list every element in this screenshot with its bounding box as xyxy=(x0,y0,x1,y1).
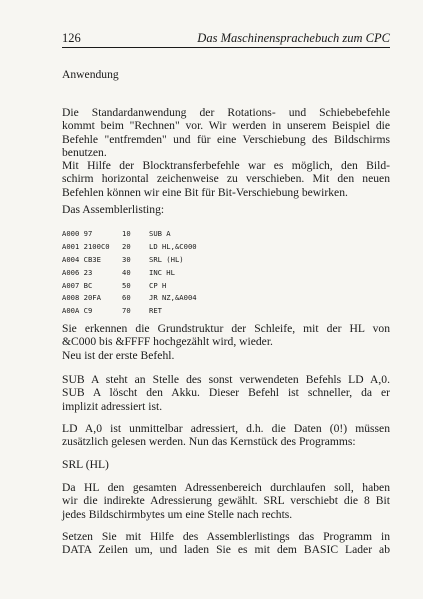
running-title: Das Maschinensprachebuch zum CPC xyxy=(197,31,390,45)
paragraph-sub-a: SUB A steht an Stelle des sonst verwendeten Befehls LD A,0. SUB A löscht den Akku. Dieser Befehl ist schneller, da er implizit adressiert ist. xyxy=(62,373,390,413)
page-header xyxy=(62,30,390,46)
paragraph-ld-a: LD A,0 ist unmittelbar adressiert, d.h. die Daten (0!) müssen zusätzlich gelesen werden. Nun das Kernstück des Programms: xyxy=(62,422,390,449)
section-heading: Anwendung xyxy=(62,68,119,81)
paragraph-loop-structure: Sie erkennen die Grundstruktur der Schleife, mit der HL von &C000 bis &FFFF hochgezählt wird, wieder. Neu ist der erste Befehl. xyxy=(62,322,390,362)
listing-caption: Das Assemblerlisting: xyxy=(62,203,165,216)
paragraph-data-lines: Setzen Sie mit Hilfe des Assemblerlistings das Programm in DATA Zeilen um, und laden Sie es mit dem BASIC Lader ab xyxy=(62,530,390,557)
header-rule xyxy=(62,47,390,48)
page-number: 126 xyxy=(62,31,81,45)
book-page: 126 Das Maschinensprachebuch zum CPC Anwendung Die Standardanwendung der Rotations- und Schiebebefehle kommt beim "Rechnen" vor. Wir werden in unserem Beispiel die Befehle "entfremden" und für eine Verschiebung des Bildschirms benutzen. Mit Hilfe der Blocktransferbefehle war es möglich, den Bild- schirm horizontal zeichenweise zu verschieben. Mit den neuen Befehlen können wir eine Bit für Bit-Verschiebung bewirken. Das Assemblerlisting: A000 97 10 SUB A A001 2100C0 20 LD HL,&C000 A004 CB3E 30 SRL (HL) A006 23 40 INC HL A007 BC 50 CP H A008 20FA 60 JR NZ,&A004 A00A C9 70 RET Sie erkennen die Grundstruktur der Schleife, mit der HL von &C000 bis &FFFF hochgezählt wird, wieder. Neu ist der erste Befehl. SUB A steht an Stelle des sonst verwendeten Befehls LD A,0. SUB A löscht den Akku. Dieser Befehl ist schneller, da er implizit adressiert ist. LD A,0 ist unmittelbar adressiert, d.h. die Daten (0!) müssen zusätzlich gelesen werden. Nun das Kernstück des Programms: SRL (HL) Da HL den gesamten Adressenbereich durchlaufen soll, haben wir die indirekte Adressierung gewählt. SRL verschiebt die 8 Bit jedes Bildschirmbytes um eine Stelle nach rechts. Setzen Sie mit Hilfe des Assemblerlistings das Programm in DATA Zeilen um, und laden Sie es mit dem BASIC Lader ab xyxy=(62,31,390,557)
paragraph-srl: Da HL den gesamten Adressenbereich durchlaufen soll, haben wir die indirekte Adressierung gewählt. SRL verschiebt die 8 Bit jedes Bildschirmbytes um eine Stelle nach rechts. xyxy=(62,481,390,521)
instruction-heading: SRL (HL) xyxy=(62,458,109,471)
paragraph-intro: Die Standardanwendung der Rotations- und Schiebebefehle kommt beim "Rechnen" vor. Wir werden in unserem Beispiel die Befehle "entfremden" und für eine Verschiebung des Bildschirms benutzen. Mit Hilfe der Blocktransferbefehle war es möglich, den Bild- schirm horizontal zeichenweise zu verschieben. Mit den neuen Befehlen können wir eine Bit für Bit-Verschiebung bewirken. xyxy=(62,106,390,199)
